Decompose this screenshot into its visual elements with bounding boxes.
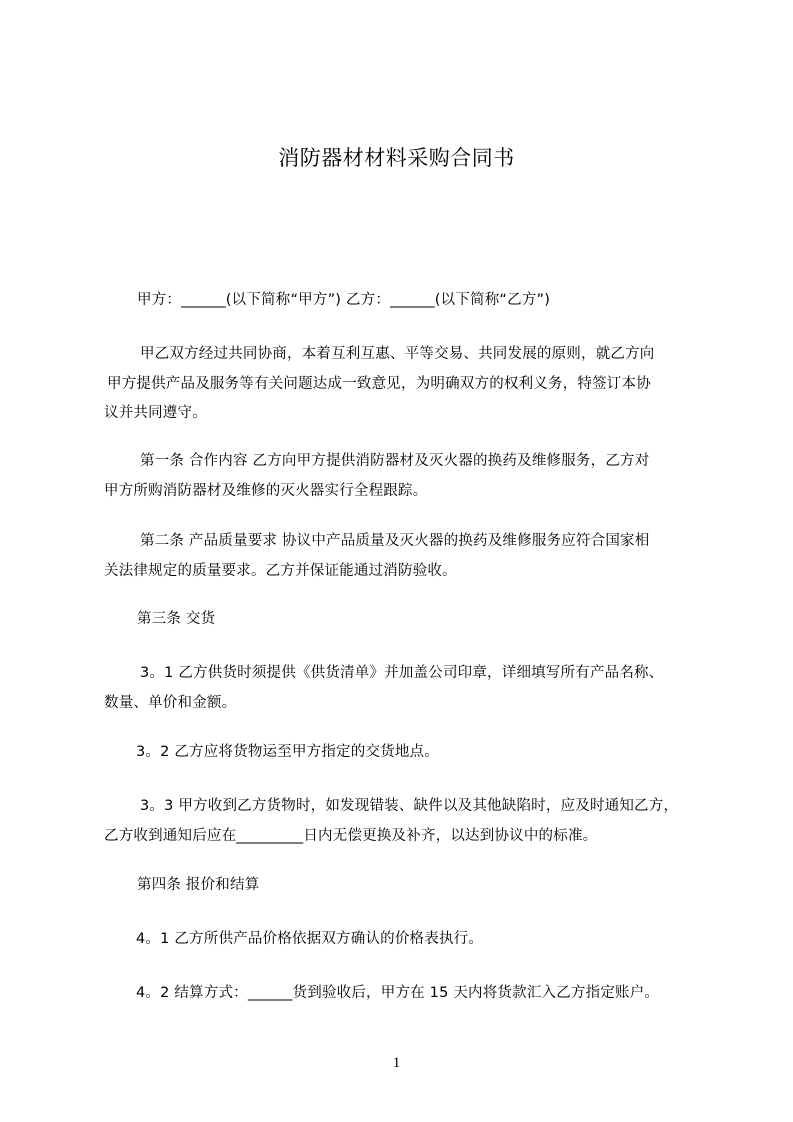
intro-line-1: 甲乙双方经过共同协商，本着互利互惠、平等交易、共同发展的原则，就乙方向 bbox=[140, 346, 655, 362]
clause-3-2-paragraph bbox=[104, 738, 712, 768]
page-number: 1 bbox=[392, 1055, 401, 1071]
clause-3-1-line-2: 数量、单价和金额。 bbox=[104, 694, 237, 711]
clause-3-2-line: 3。2 乙方应将货物运至甲方指定的交货地点。 bbox=[136, 744, 439, 760]
document-title: 消防器材材料采购合同书 bbox=[278, 146, 515, 170]
clause-3-1-line-1: 3。1 乙方供货时须提供《供货清单》并加盖公司印章，详细填写所有产品名称、 bbox=[140, 665, 664, 681]
article-3-heading bbox=[104, 605, 712, 635]
clause-3-3-paragraph bbox=[104, 792, 712, 851]
clause-4-2-line: 4。2 结算方式：______货到验收后，甲方在 15 天内将货款汇入乙方指定账户。 bbox=[136, 985, 660, 1001]
intro-paragraph bbox=[104, 340, 712, 429]
clause-4-1-paragraph bbox=[104, 925, 712, 955]
article-3-heading-text: 第三条 交货 bbox=[137, 611, 216, 627]
clause-3-3-line-1: 3。3 甲方收到乙方货物时，如发现错装、缺件以及其他缺陷时，应及时通知乙方， bbox=[140, 798, 679, 814]
parties-paragraph bbox=[104, 286, 712, 316]
article-4-heading bbox=[104, 871, 712, 901]
article-2-line-1: 第二条 产品质量要求 协议中产品质量及灭火器的换药及维修服务应符合国家相 bbox=[140, 533, 650, 549]
article-1-line-1: 第一条 合作内容 乙方向甲方提供消防器材及灭火器的换药及维修服务，乙方对 bbox=[140, 453, 650, 469]
clause-4-2-paragraph bbox=[104, 979, 712, 1009]
intro-line-2: 甲方提供产品及服务等有关问题达成一致意见，为明确双方的权利义务，特签订本协 bbox=[107, 375, 651, 392]
article-2-line-2: 关法律规定的质量要求。乙方并保证能通过消防验收。 bbox=[104, 562, 457, 579]
article-2-paragraph bbox=[104, 527, 712, 586]
clause-3-3-line-2: 乙方收到通知后应在_________日内无偿更换及补齐，以达到协议中的标准。 bbox=[104, 827, 598, 844]
article-4-heading-text: 第四条 报价和结算 bbox=[137, 877, 260, 893]
article-1-paragraph bbox=[104, 447, 712, 506]
parties-line: 甲方：______(以下简称“甲方”) 乙方：______(以下简称“乙方”) bbox=[137, 292, 551, 308]
clause-3-1-paragraph bbox=[104, 659, 712, 718]
clause-4-1-line: 4。1 乙方所供产品价格依据双方确认的价格表执行。 bbox=[136, 931, 484, 947]
article-1-line-2: 甲方所购消防器材及维修的灭火器实行全程跟踪。 bbox=[104, 482, 428, 499]
intro-line-3: 议并共同遵守。 bbox=[104, 405, 207, 421]
